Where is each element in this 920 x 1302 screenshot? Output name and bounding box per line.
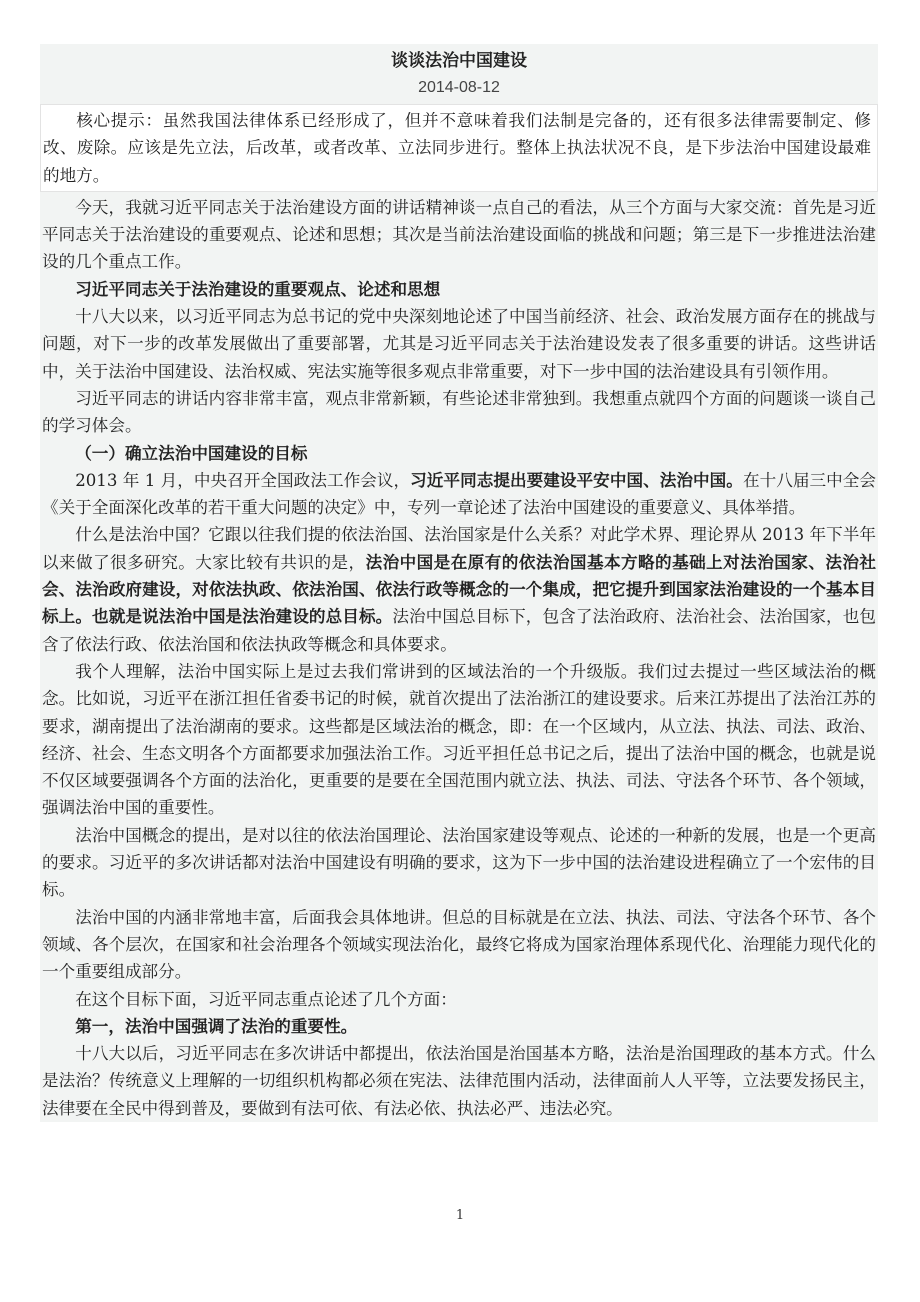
page-number: 1 xyxy=(455,1208,465,1223)
summary-text: 核心提示：虽然我国法律体系已经形成了，但并不意味着我们法制是完备的，还有很多法律需要制定、修改、废除。应该是先立法，后改革，或者改革、立法同步进行。整体上执法状况不良，是下步法治中国建设最难的地方。 xyxy=(43,111,871,185)
bold-text-run: 法治中国是在原有的依法治国基本方略的基础上对法治国家、法治社会、法治政府建设，对依法执政、依法治国、依法行政等概念的一个集成，把它提升到国家法治建设的一个基本目标上。也就是说法治中国是法治建设的总目标。 xyxy=(42,552,877,627)
document-page xyxy=(40,44,878,1122)
paragraph: 法治中国的内涵非常地丰富，后面我会具体地讲。但总的目标就是在立法、执法、司法、守法各个环节、各个领域、各个层次，在国家和社会治理各个领域实现法治化，最终它将成为国家治理体系现代化、治理能力现代化的一个重要组成部分。 xyxy=(42,907,876,982)
paragraph: 在这个目标下面，习近平同志重点论述了几个方面： xyxy=(75,989,457,1009)
summary-box xyxy=(40,104,878,192)
paragraph: 十八大以来，以习近平同志为总书记的党中央深刻地论述了中国当前经济、社会、政治发展方面存在的挑战与问题，对下一步的改革发展做出了重要部署，尤其是习近平同志关于法治建设发表了很多重要的讲话。这些讲话中，关于法治中国建设、法治权威、宪法实施等很多观点非常重要，对下一步中国的法治建设具有引领作用。 xyxy=(42,307,876,381)
text-run: 2013 年 1 月，中央召开全国政法工作会议， xyxy=(75,470,411,490)
paragraph xyxy=(40,521,878,657)
point-heading: 第一，法治中国强调了法治的重要性。 xyxy=(75,1016,358,1036)
article-title: 谈谈法治中国建设 xyxy=(391,51,527,70)
paragraph: 习近平同志的讲话内容非常丰富，观点非常新颖，有些论述非常独到。我想重点就四个方面的问题谈一谈自己的学习体会。 xyxy=(42,388,876,436)
bold-text-run: 习近平同志提出要建设平安中国、法治中国。 xyxy=(410,470,743,490)
paragraph: 法治中国概念的提出，是对以往的依法治国理论、法治国家建设等观点、论述的一种新的发展，也是一个更高的要求。习近平的多次讲话都对法治中国建设有明确的要求，这为下一步中国的法治建设进程确立了一个宏伟的目标。 xyxy=(42,825,876,900)
paragraph: 十八大以后，习近平同志在多次讲话中都提出，依法治国是治国基本方略，法治是治国理政的基本方式。什么是法治？传统意义上理解的一切组织机构都必须在宪法、法律范围内活动，法律面前人人平等，立法要发扬民主，法律要在全民中得到普及，要做到有法可依、有法必依、执法必严、违法必究。 xyxy=(42,1044,876,1118)
subsection-heading: （一）确立法治中国建设的目标 xyxy=(75,443,308,463)
text-run: 什么是法治中国？它跟以往我们提的依法治国、法治国家是什么关系？对此学术界、理论界从 2013 年下半年以来做了很多研究。大家比较有共识的是， xyxy=(42,525,876,572)
text-run: 法治中国总目标下，包含了法治政府、法治社会、法治国家，也包含了依法行政、依法治国和依法执政等概念和具体要求。 xyxy=(42,607,877,654)
paragraph xyxy=(40,467,878,522)
text-run: 在十八届三中全会《关于全面深化改革的若干重大问题的决定》中，专列一章论述了法治中国建设的重要意义、具体举措。 xyxy=(42,470,877,518)
section-heading: 习近平同志关于法治建设的重要观点、论述和思想 xyxy=(75,279,441,299)
article-date: 2014-08-12 xyxy=(418,79,500,96)
paragraph: 我个人理解，法治中国实际上是过去我们常讲到的区域法治的一个升级版。我们过去提过一些区域法治的概念。比如说，习近平在浙江担任省委书记的时候，就首次提出了法治浙江的建设要求。后来江苏提出了法治江苏的要求，湖南提出了法治湖南的要求。这些都是区域法治的概念，即：在一个区域内，从立法、执法、司法、政治、经济、社会、生态文明各个方面都要求加强法治工作。习近平担任总书记之后，提出了法治中国的概念，也就是说不仅区域要强调各个方面的法治化，更重要的是要在全国范围内就立法、执法、司法、守法各个环节、各个领域，强调法治中国的重要性。 xyxy=(42,661,876,818)
paragraph-intro: 今天，我就习近平同志关于法治建设方面的讲话精神谈一点自己的看法，从三个方面与大家交流：首先是习近平同志关于法治建设的重要观点、论述和思想；其次是当前法治建设面临的挑战和问题；第三是下一步推进法治建设的几个重点工作。 xyxy=(42,197,876,272)
